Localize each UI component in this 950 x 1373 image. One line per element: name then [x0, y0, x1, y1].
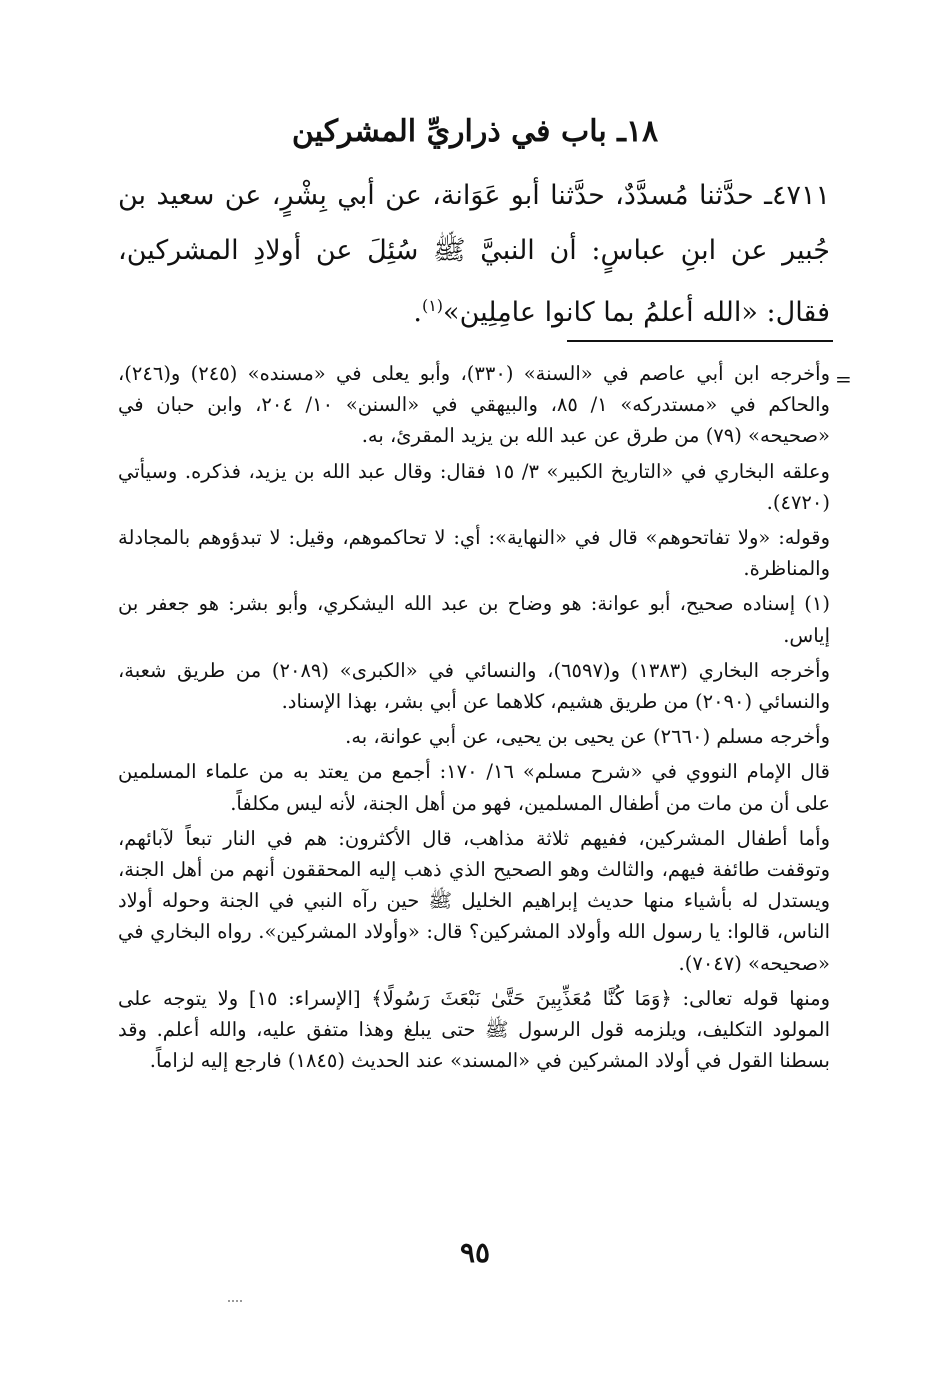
footnote-separator: [567, 340, 833, 342]
page-number: ٩٥: [459, 1236, 491, 1269]
hadith-text: ٤٧١١ـ حدَّثنا مُسدَّدٌ، حدَّثنا أبو عَوَانة، عن أبي بِشْرٍ، عن سعيد بن جُبير عن ابنِ عباسٍ: أن النبيَّ ﷺ سُئِلَ عن أولادِ المشركين، فقال: «الله أعلمُ بما كانوا عامِلِين»: [118, 180, 830, 328]
footnotes: [118, 358, 830, 1080]
footnote-paragraph: قال الإمام النووي في «شرح مسلم» ١٦/ ١٧٠: أجمع من يعتد به من علماء المسلمين على أن من مات من أطفال المسلمين، فهو من أهل الجنة، لأنه ليس مكلفاً.: [118, 760, 830, 815]
footnote-paragraph: وأخرجه مسلم (٢٦٦٠) عن يحيى بن يحيى، عن أبي عوانة، به.: [345, 725, 830, 749]
chapter-title: ١٨ـ باب في ذراريِّ المشركين: [291, 114, 659, 149]
footnote-paragraph: ومنها قوله تعالى: ﴿وَمَا كُنَّا مُعَذِّبِينَ حَتَّىٰ نَبْعَثَ رَسُولًا﴾ [الإسراء: ١٥] ولا يتوجه على المولود التكليف، ويلزمه قول الرسول ﷺ حتى يبلغ وهذا متفق عليه، والله أعلم. وقد بسطنا القول في أولاد المشركين في «المسند» عند الحديث (١٨٤٥) فارجع إليه لزاماً.: [118, 986, 830, 1073]
footnote-paragraph: وقوله: «ولا تفاتحوهم» قال في «النهاية»: أي: لا تحاكموهم، وقيل: لا تبدؤوهم بالمجادلة والمناظرة.: [118, 526, 830, 581]
footnote-paragraph: (١) إسناده صحيح، أبو عوانة: هو وضاح بن عبد الله اليشكري، وأبو بشر: هو جعفر بن إياس.: [118, 592, 830, 647]
hadith-footnote-ref: (١): [421, 296, 444, 315]
footnote-paragraph: وأما أطفال المشركين، ففيهم ثلاثة مذاهب، قال الأكثرون: هم في النار تبعاً لآبائهم، وتوقفت طائفة فيهم، والثالث وهو الصحيح الذي ذهب إليه المحققون أنهم من أهل الجنة، ويستدل له بأشياء منها حديث إبراهيم الخليل ﷺ حين رآه النبي في الجنة وحوله أولاد الناس، قالوا: يا رسول الله وأولاد المشركين؟ قال: «وأولاد المشركين». رواه البخاري في «صحيحه» (٧٠٤٧).: [118, 826, 830, 975]
footnote-continuation-marker: =: [835, 367, 852, 391]
footnote-paragraph: وأخرجه ابن أبي عاصم في «السنة» (٣٣٠)، وأبو يعلى في «مسنده» (٢٤٥) و(٢٤٦)، والحاكم في «مستدركه» ١/ ٨٥، والبيهقي في «السنن» ١٠/ ٢٠٤، وابن حبان في «صحيحه» (٧٩) من طرق عن عبد الله بن يزيد المقرئ، به.: [118, 362, 830, 448]
footnote-paragraph: وعلقه البخاري في «التاريخ الكبير» ٣/ ١٥ فقال: وقال عبد الله بن يزيد، فذكره. وسيأتي (٤٧٢٠).: [118, 459, 830, 514]
hadith-text-block: [118, 168, 830, 340]
footnote-paragraph: وأخرجه البخاري (١٣٨٣) و(٦٥٩٧)، والنسائي في «الكبرى» (٢٠٨٩) من طريق شعبة، والنسائي (٢٠٩٠) من طريق هشيم، كلاهما عن أبي بشر، بهذا الإسناد.: [118, 658, 830, 714]
scan-speck: [228, 1300, 242, 1304]
hadith-end-mark: .: [413, 297, 422, 328]
